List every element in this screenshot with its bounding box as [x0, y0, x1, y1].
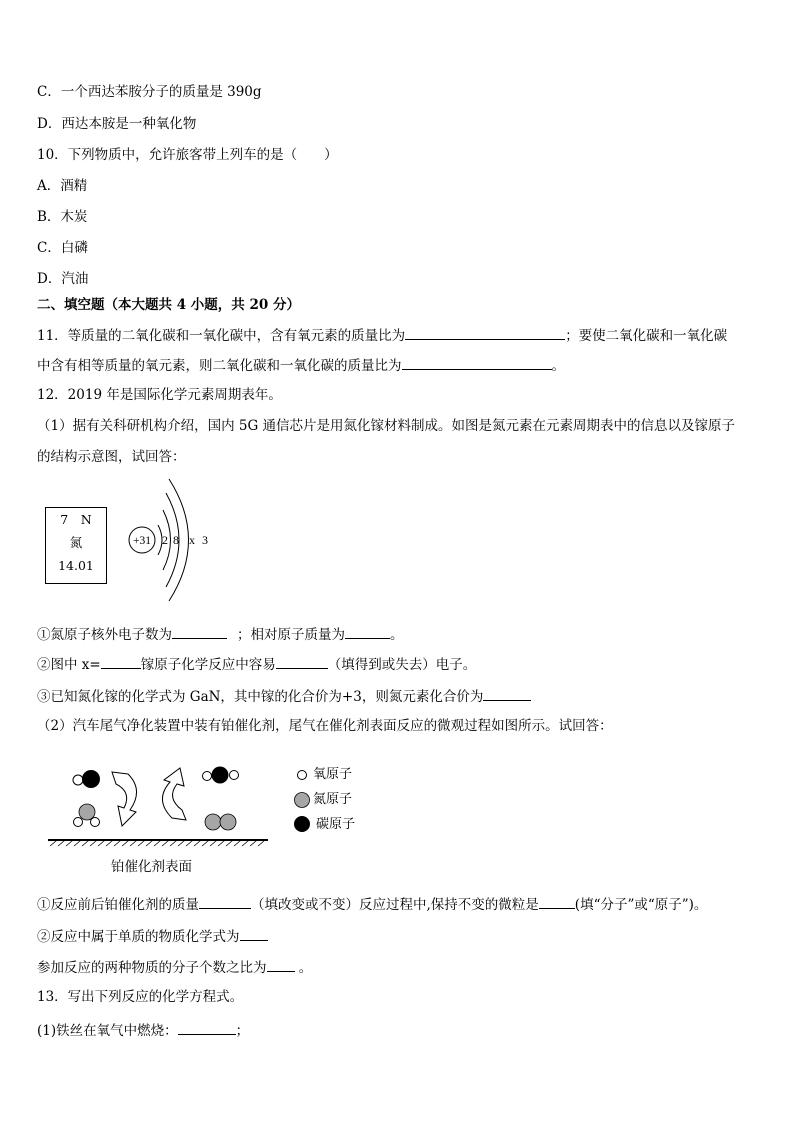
- q12-sub1-text-c: 。: [390, 627, 404, 643]
- curved-arrow-down-icon: [112, 772, 137, 826]
- option-a-10: A．酒精: [37, 178, 88, 194]
- q12-sub1-blank-2[interactable]: [345, 624, 390, 639]
- q12-part2-sub2-blank[interactable]: [240, 926, 268, 941]
- option-b-10: B．木炭: [37, 209, 88, 225]
- n2-nitrogen-atom-1: [205, 814, 221, 830]
- question-12-part1-line2: 的结构示意图，试回答：: [37, 449, 186, 465]
- nucleus-charge: +31: [133, 535, 151, 547]
- question-11-line2: [37, 355, 565, 375]
- co-molecule-carbon-atom: [82, 770, 100, 788]
- q12-sub3: [37, 686, 531, 706]
- section-heading-fill-in: 二、填空题（本大题共 4 小题，共 20 分）: [37, 297, 300, 313]
- q12-part2-sub3-blank[interactable]: [267, 957, 295, 972]
- q12-sub1: [37, 624, 404, 644]
- option-d-10: D．汽油: [37, 271, 89, 287]
- co-molecule-oxygen-atom: [73, 775, 83, 785]
- element-number-symbol: 7 N: [60, 512, 92, 527]
- shell-1-count: 2: [162, 533, 168, 547]
- question-10: 10．下列物质中，允许旅客带上列车的是（ ）: [37, 147, 338, 163]
- q12-sub2-blank-2[interactable]: [276, 654, 328, 669]
- q12-part2-sub1-text-a: ①反应前后铂催化剂的质量: [37, 897, 199, 913]
- legend-nitrogen-icon: [295, 793, 310, 808]
- q12-part2-sub1-blank-2[interactable]: [539, 894, 575, 909]
- gallium-atom-structure-diagram: [120, 475, 220, 605]
- question-12-part1-line1: （1）据有关科研机构介绍，国内 5G 通信芯片是用氮化镓材料制成。如图是氮元素在元素周期表中的信息以及镓原子: [37, 418, 736, 434]
- legend-oxygen-icon: [298, 771, 307, 780]
- q12-part2-sub3-text-b: 。: [294, 960, 313, 976]
- catalyst-caption: 铂催化剂表面: [111, 859, 192, 875]
- q11-text-b: ；要使二氧化碳和一氧化碳: [565, 328, 728, 344]
- q12-part2-sub1: [37, 894, 707, 914]
- q13-sub1: [37, 1020, 249, 1040]
- q12-sub2-text-c: （填得到或失去）电子。: [327, 657, 477, 673]
- catalyst-surface-hatching: [50, 841, 264, 846]
- legend-symbols: [292, 766, 312, 836]
- option-d-9: D．西达本胺是一种氧化物: [37, 116, 197, 132]
- periodic-table-cell-nitrogen: [45, 507, 107, 584]
- q12-part2-sub3-text-a: 参加反应的两种物质的分子个数之比为: [37, 960, 267, 976]
- q11-text-a: 11．等质量的二氧化碳和一氧化碳中，含有氧元素的质量比为: [37, 328, 406, 344]
- q12-part2-sub1-blank-1[interactable]: [199, 894, 251, 909]
- q12-part2-sub1-text-c: (填“分子”或“原子”)。: [574, 897, 708, 913]
- no-molecule-oxygen-atom-2: [91, 818, 100, 827]
- element-name: 氮: [69, 535, 83, 550]
- q12-sub2-text-b: 镓原子化学反应中容易: [140, 657, 276, 673]
- q12-sub1-text-a: ①氮原子核外电子数为: [37, 627, 172, 643]
- co2-carbon-atom: [212, 767, 229, 784]
- shell-3-count: x: [189, 533, 195, 547]
- catalyst-reaction-diagram: [40, 760, 275, 850]
- q13-sub1-text-b: ；: [235, 1023, 250, 1039]
- shell-2-count: 8: [173, 533, 179, 547]
- question-11-line1: [37, 325, 727, 345]
- shell-4-count: 3: [202, 533, 208, 547]
- co2-oxygen-atom-1: [203, 772, 212, 781]
- no-molecule-oxygen-atom-1: [74, 818, 83, 827]
- q12-sub1-text-b: ；相对原子质量为: [237, 627, 345, 643]
- option-c-10: C．白磷: [37, 240, 88, 256]
- q12-part2-sub1-text-b: （填改变或不变）反应过程中,保持不变的微粒是: [251, 897, 539, 913]
- q13-sub1-blank[interactable]: [178, 1020, 236, 1035]
- q12-part2-sub2: [37, 926, 268, 946]
- co2-oxygen-atom-2: [230, 771, 239, 780]
- element-mass: 14.01: [58, 558, 94, 573]
- legend-nitrogen-label: 氮原子: [313, 792, 353, 807]
- question-13: 13．写出下列反应的化学方程式。: [37, 989, 244, 1005]
- question-12-part2: （2）汽车尾气净化装置中装有铂催化剂，尾气在催化剂表面反应的微观过程如图所示。试回答：: [37, 718, 613, 734]
- q12-sub2: [37, 654, 476, 674]
- option-c-9: C．一个西达苯胺分子的质量是 390g: [37, 84, 262, 100]
- q12-sub2-blank-1[interactable]: [101, 654, 141, 669]
- curved-arrow-up-icon: [162, 768, 186, 820]
- q12-sub2-text-a: ②图中 x=: [37, 657, 101, 673]
- q11-blank-1[interactable]: [405, 325, 565, 340]
- legend-carbon-label: 碳原子: [316, 817, 356, 832]
- n2-nitrogen-atom-2: [220, 814, 236, 830]
- q12-part2-sub2-text: ②反应中属于单质的物质化学式为: [37, 929, 240, 945]
- q12-sub3-blank-1[interactable]: [483, 686, 531, 701]
- q13-sub1-text-a: (1)铁丝在氧气中燃烧：: [37, 1023, 178, 1039]
- question-12: 12．2019 年是国际化学元素周期表年。: [37, 387, 282, 403]
- q11-text-d: 。: [551, 358, 565, 374]
- q12-sub3-text-a: ③已知氮化镓的化学式为 GaN，其中镓的化合价为+3，则氮元素化合价为: [37, 689, 484, 705]
- q11-text-c: 中含有相等质量的氧元素，则二氧化碳和一氧化碳的质量比为: [37, 358, 402, 374]
- no-molecule-nitrogen-atom: [79, 804, 95, 820]
- q12-sub1-blank-1[interactable]: [172, 624, 227, 639]
- q11-blank-2[interactable]: [402, 355, 552, 370]
- legend-oxygen-label: 氧原子: [313, 767, 353, 782]
- legend-carbon-icon: [294, 816, 310, 832]
- q12-part2-sub3: [37, 957, 312, 977]
